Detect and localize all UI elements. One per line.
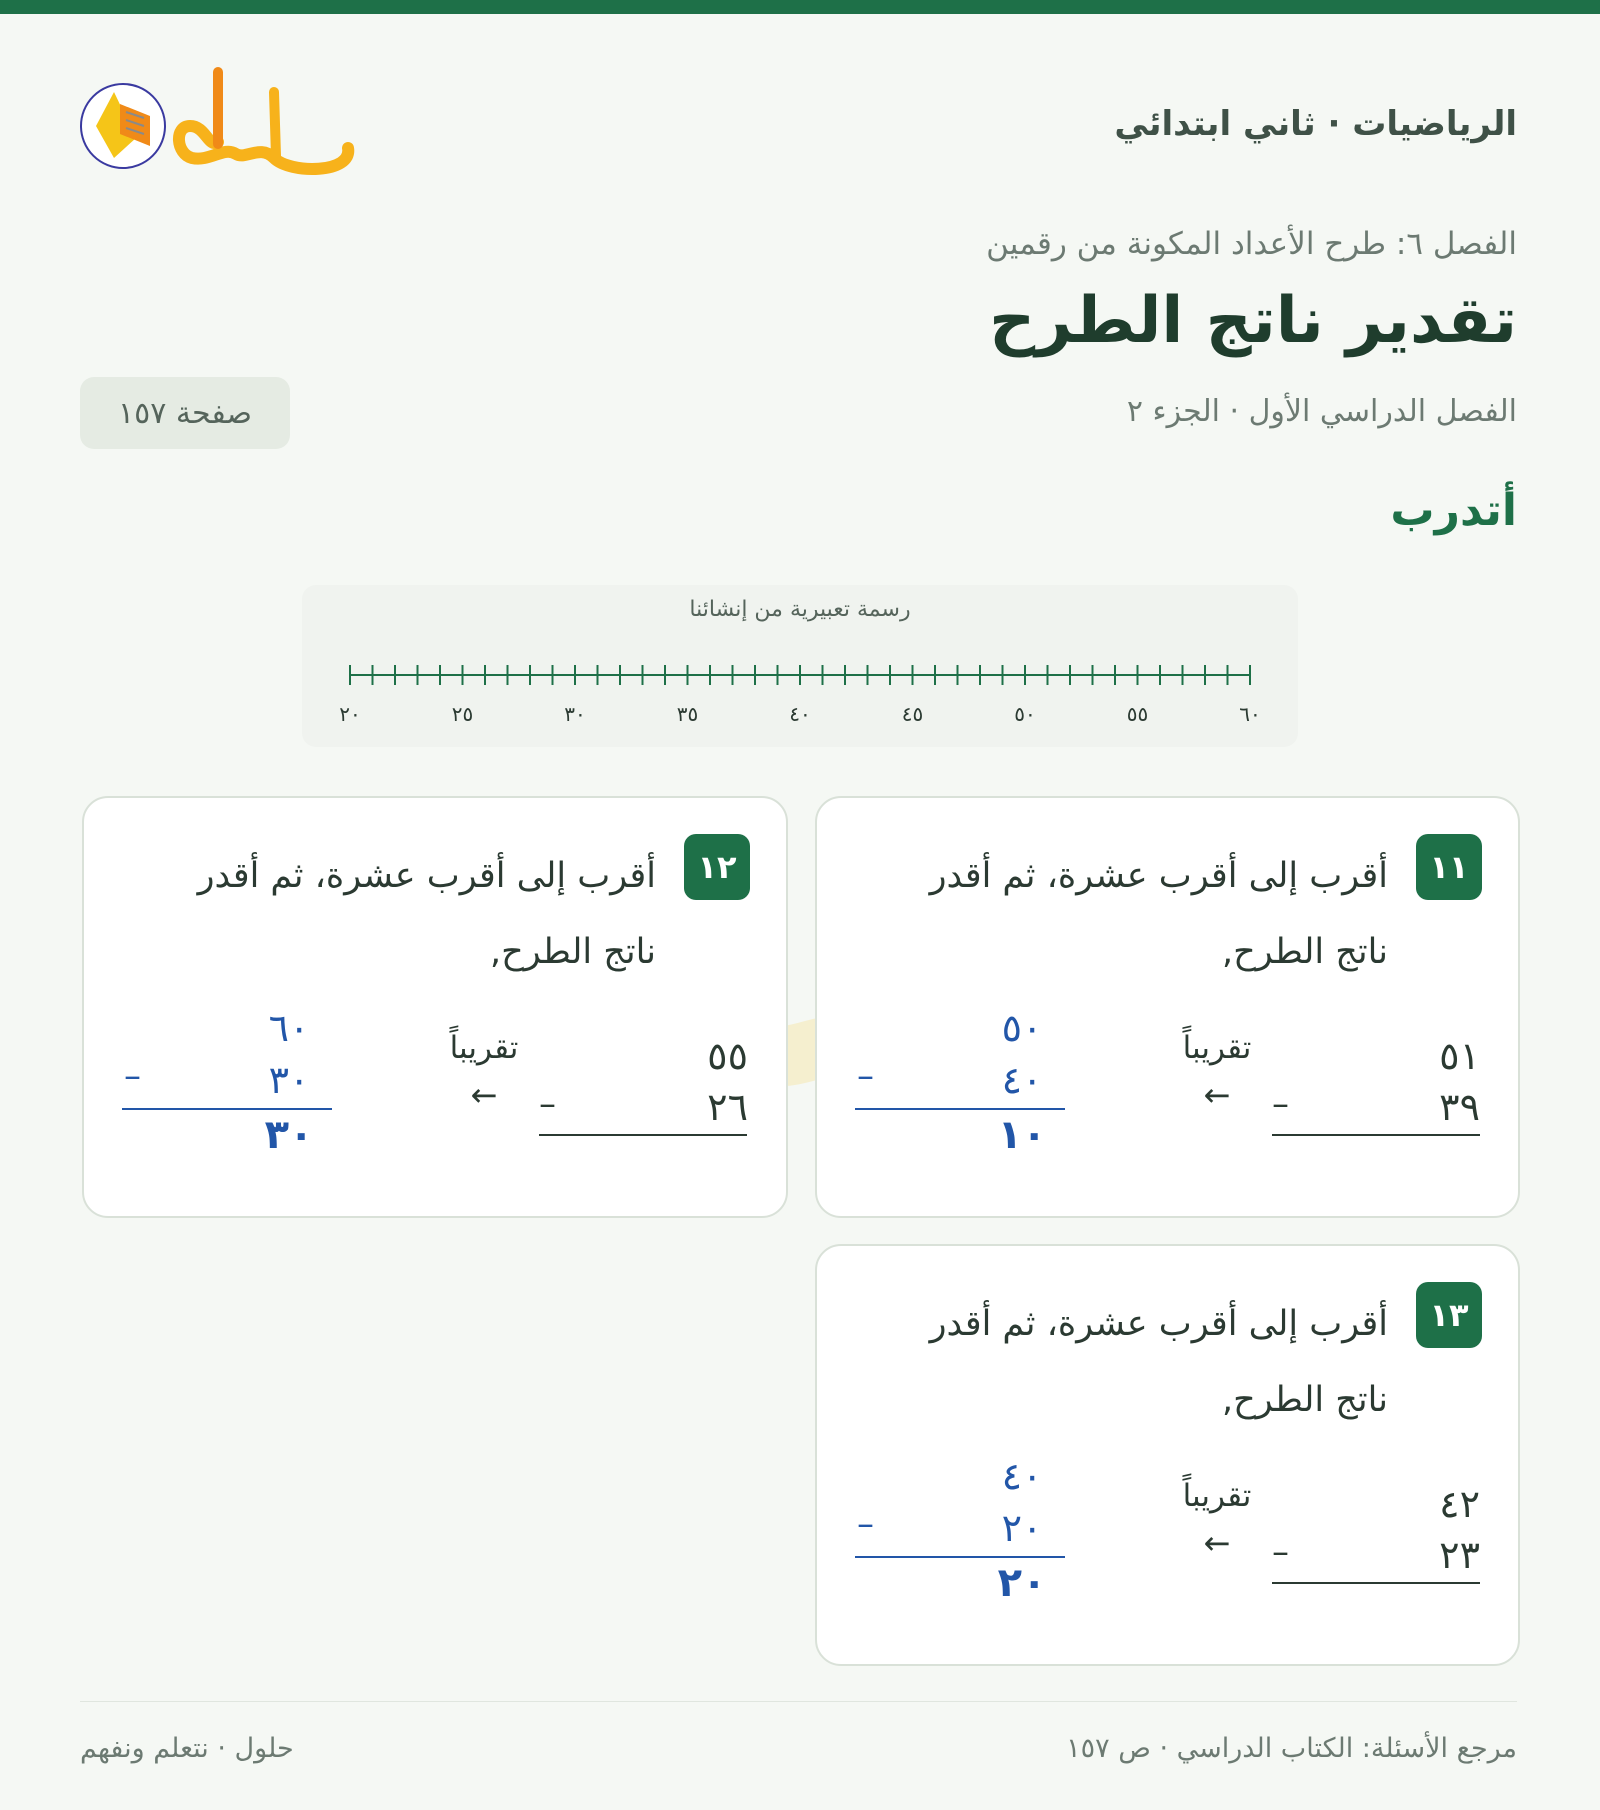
original-minuend: ٤٢ — [1439, 1482, 1480, 1526]
subtraction-line — [539, 1134, 747, 1136]
rounded-minuend: ٤٠ — [1001, 1454, 1043, 1498]
rounded-subtrahend: ٤٠ — [1001, 1058, 1043, 1102]
rounded-subtraction-line — [855, 1556, 1065, 1558]
rounded-subtraction-line — [855, 1108, 1065, 1110]
number-line-caption: رسمة تعبيرية من إنشائنا — [689, 597, 911, 622]
arrow-left-icon: ← — [1203, 1076, 1231, 1114]
minus-sign: – — [1272, 1084, 1289, 1124]
rounded-minuend: ٦٠ — [268, 1006, 310, 1050]
minus-sign-rounded: – — [857, 1504, 874, 1544]
number-line-label: ٤٥ — [901, 702, 924, 726]
question-prompt: أقرب إلى أقرب عشرة، ثم أقدر ناتج الطرح, — [929, 856, 1388, 972]
number-line-label: ٢٠ — [339, 702, 361, 726]
number-line-label: ٥٥ — [1126, 702, 1149, 726]
exercise-card-11 — [815, 796, 1520, 1218]
exercise-card-12 — [82, 796, 788, 1218]
rounded-minuend: ٥٠ — [1001, 1006, 1043, 1050]
subtraction-line — [1272, 1582, 1480, 1584]
approx-label: تقريباً — [1182, 1478, 1252, 1514]
exercise-card-13 — [815, 1244, 1520, 1666]
original-subtrahend: ٢٦ — [707, 1085, 748, 1129]
number-line-label: ٤٠ — [789, 702, 811, 726]
subtraction-line — [1272, 1134, 1480, 1136]
arrow-left-icon: ← — [1203, 1524, 1231, 1562]
chapter-title: الفصل ٦: طرح الأعداد المكونة من رقمين — [986, 226, 1517, 262]
rounded-subtrahend: ٣٠ — [268, 1058, 310, 1102]
number-line-label: ٢٥ — [451, 702, 474, 726]
minus-sign: – — [539, 1084, 556, 1124]
original-minuend: ٥١ — [1439, 1034, 1480, 1078]
term-info: الفصل الدراسي الأول · الجزء ٢ — [1126, 394, 1517, 429]
minus-sign-rounded: – — [124, 1056, 141, 1096]
estimated-result: ٢٠ — [997, 1560, 1047, 1606]
page-number-badge: صفحة ١٥٧ — [80, 377, 290, 449]
question-prompt: أقرب إلى أقرب عشرة، ثم أقدر ناتج الطرح, — [929, 1304, 1388, 1420]
footer-reference: مرجع الأسئلة: الكتاب الدراسي · ص ١٥٧ — [1066, 1733, 1517, 1764]
minus-sign-rounded: – — [857, 1056, 874, 1096]
number-line-label: ٣٠ — [564, 702, 586, 726]
original-subtrahend: ٢٣ — [1439, 1533, 1480, 1577]
subject-grade: الرياضيات · ثاني ابتدائي — [1114, 104, 1517, 144]
approx-label: تقريباً — [1182, 1030, 1252, 1066]
original-minuend: ٥٥ — [707, 1034, 748, 1078]
question-prompt: أقرب إلى أقرب عشرة، ثم أقدر ناتج الطرح, — [197, 856, 656, 972]
estimated-result: ١٠ — [997, 1112, 1047, 1158]
approx-label: تقريباً — [449, 1030, 519, 1066]
number-line-figure — [302, 585, 1298, 747]
number-line-label: ٦٠ — [1239, 702, 1261, 726]
footer-divider — [80, 1701, 1517, 1702]
number-line-label: ٥٠ — [1014, 702, 1036, 726]
top-accent-bar — [0, 0, 1600, 14]
number-line — [302, 585, 1298, 747]
original-subtrahend: ٣٩ — [1439, 1085, 1480, 1129]
section-heading: أتدرب — [1390, 485, 1517, 536]
arrow-left-icon: ← — [470, 1076, 498, 1114]
footer-tagline: حلول · نتعلم ونفهم — [80, 1733, 294, 1764]
rounded-subtrahend: ٢٠ — [1001, 1506, 1043, 1550]
estimated-result: ٣٠ — [264, 1112, 314, 1158]
minus-sign: – — [1272, 1532, 1289, 1572]
question-number-badge: ١٣ — [1416, 1282, 1482, 1348]
question-number-badge: ١٢ — [684, 834, 750, 900]
number-line-label: ٣٥ — [676, 702, 699, 726]
book-logo-icon — [78, 62, 368, 182]
question-number-badge: ١١ — [1416, 834, 1482, 900]
page-title: تقدير ناتج الطرح — [989, 284, 1517, 358]
brand-logo[interactable] — [78, 62, 368, 182]
rounded-subtraction-line — [122, 1108, 332, 1110]
